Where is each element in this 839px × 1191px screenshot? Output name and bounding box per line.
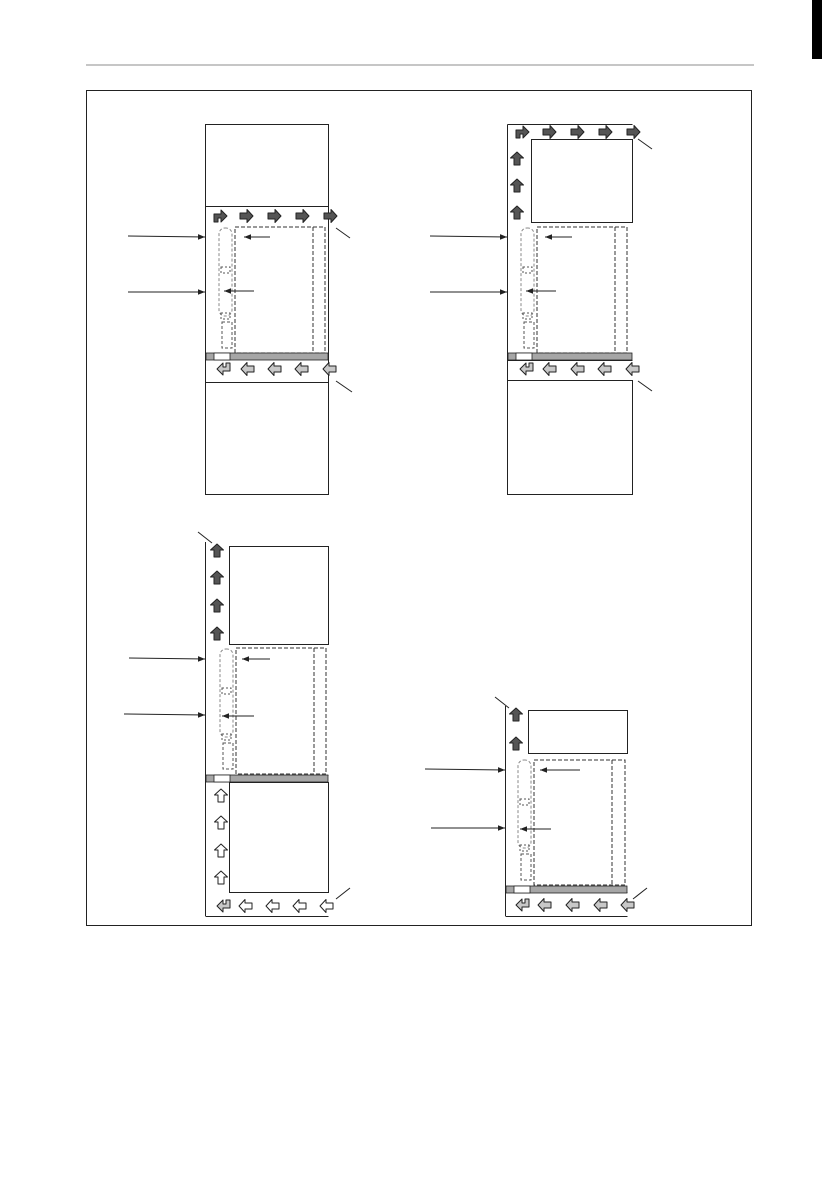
cool-air-arrow-icon	[215, 844, 228, 857]
cool-air-arrow-icon	[293, 900, 306, 913]
lower-cabinet	[230, 783, 329, 893]
panel-c	[124, 532, 350, 917]
bent-arrow-icon	[516, 126, 529, 138]
hot-air-arrow-icon	[324, 210, 337, 223]
hot-air-arrow-icon	[211, 571, 224, 584]
cool-air-arrow-icon	[571, 363, 584, 376]
cool-air-arrow-icon	[215, 789, 228, 802]
cool-air-arrow-icon	[295, 363, 308, 376]
panel-b	[430, 125, 652, 495]
hot-air-arrow-icon	[571, 126, 584, 139]
leader-line	[336, 888, 350, 899]
cool-air-arrow-icon	[266, 900, 279, 913]
cool-air-arrow-icon	[215, 816, 228, 829]
bent-arrow-icon	[217, 900, 230, 912]
leader-line	[336, 381, 352, 392]
upper-cabinet	[529, 711, 628, 754]
leader-line	[638, 139, 652, 149]
cool-air-arrow-icon	[621, 899, 634, 912]
cool-air-arrow-icon	[239, 900, 252, 913]
bent-arrow-icon	[520, 363, 533, 375]
cool-air-arrow-icon	[241, 363, 254, 376]
leader-line	[495, 697, 509, 708]
hot-air-arrow-icon	[511, 152, 524, 165]
hot-air-arrow-icon	[543, 126, 556, 139]
callout-arrow-icon	[129, 658, 205, 659]
cool-air-arrow-icon	[268, 363, 281, 376]
niche	[206, 207, 329, 495]
callout-arrow-icon	[124, 714, 205, 715]
cool-air-arrow-icon	[543, 363, 556, 376]
hot-air-arrow-icon	[510, 708, 523, 721]
hot-air-arrow-icon	[240, 210, 253, 223]
cool-air-arrow-icon	[626, 363, 639, 376]
bent-arrow-icon	[214, 210, 227, 222]
leader-line	[336, 228, 350, 238]
hot-air-arrow-icon	[211, 627, 224, 640]
hot-air-arrow-icon	[296, 210, 309, 223]
hot-air-arrow-icon	[211, 599, 224, 612]
upper-cabinet	[230, 547, 329, 645]
cool-air-arrow-icon	[538, 899, 551, 912]
bent-arrow-icon	[217, 363, 230, 375]
leader-line	[198, 532, 212, 543]
cool-air-arrow-icon	[323, 363, 336, 376]
page-tab	[812, 0, 822, 59]
bent-arrow-icon	[516, 899, 529, 911]
hot-air-arrow-icon	[510, 737, 523, 750]
hot-air-arrow-icon	[211, 544, 224, 557]
hot-air-arrow-icon	[511, 179, 524, 192]
callout-arrow-icon	[425, 769, 505, 770]
upper-cabinet	[206, 125, 329, 207]
cool-air-arrow-icon	[598, 363, 611, 376]
cool-air-arrow-icon	[215, 871, 228, 884]
panel-a	[128, 125, 352, 495]
hot-air-arrow-icon	[511, 206, 524, 219]
hot-air-arrow-icon	[268, 210, 281, 223]
cool-air-arrow-icon	[594, 899, 607, 912]
leader-line	[633, 888, 647, 899]
panel-d	[425, 697, 647, 917]
callout-arrow-icon	[128, 236, 205, 237]
figure-frame	[87, 91, 752, 926]
leader-line	[638, 381, 652, 391]
hot-air-arrow-icon	[599, 126, 612, 139]
callout-arrow-icon	[430, 236, 507, 237]
cool-air-arrow-icon	[566, 899, 579, 912]
hot-air-arrow-icon	[627, 126, 640, 139]
lower-cabinet	[508, 381, 633, 495]
cool-air-arrow-icon	[320, 900, 333, 913]
upper-cabinet	[532, 140, 633, 223]
